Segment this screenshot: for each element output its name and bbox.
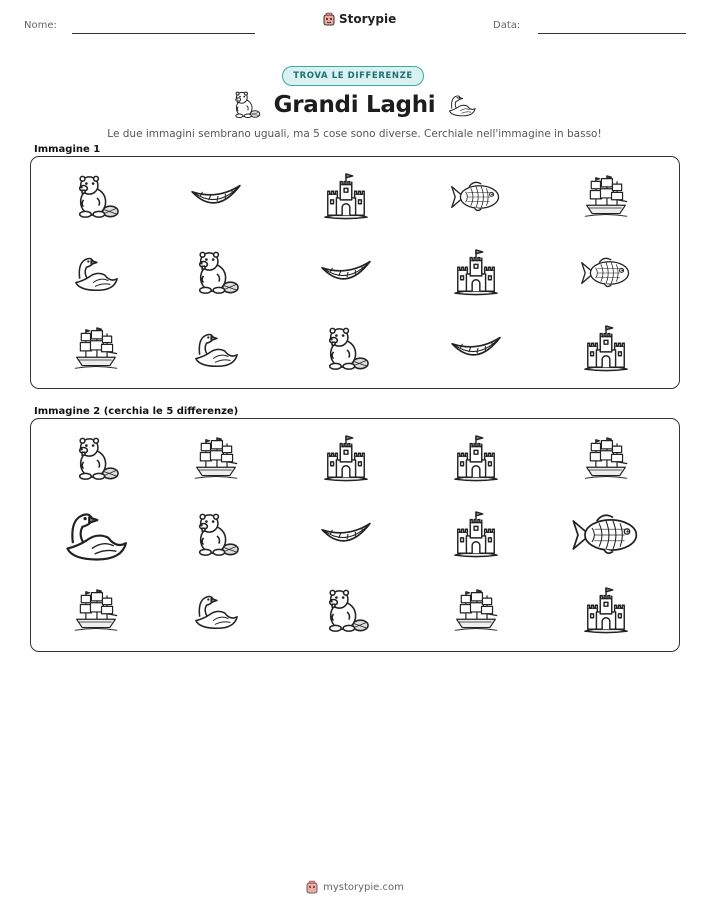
instructions: Le due immagini sembrano uguali, ma 5 cose sono diverse. Cerchiale nell'immagine in basso!: [107, 128, 602, 140]
canoe-icon: [190, 181, 242, 213]
mascot-icon: [305, 880, 319, 894]
ship-icon: [583, 174, 629, 220]
castle-icon: [452, 249, 500, 297]
date-label: Data:: [493, 20, 521, 31]
fish-icon[interactable]: [571, 511, 641, 559]
beaver-icon: [192, 249, 240, 297]
castle-icon[interactable]: [452, 511, 500, 559]
beaver-icon[interactable]: [72, 435, 120, 483]
castle-icon[interactable]: [452, 435, 500, 483]
storypie-logo: [322, 12, 396, 26]
swan-icon: [72, 253, 120, 293]
title-swan-icon: [446, 90, 478, 120]
brand-name: Storypie: [339, 12, 397, 26]
picture-panel-2[interactable]: [30, 418, 680, 652]
ship-icon[interactable]: [453, 588, 499, 634]
footer: [0, 880, 709, 894]
swan-icon[interactable]: [192, 591, 240, 631]
ship-icon[interactable]: [583, 436, 629, 482]
activity-badge: TROVA LE DIFFERENZE: [282, 66, 424, 86]
picture-panel-1: [30, 156, 680, 389]
beaver-icon: [72, 173, 120, 221]
canoe-icon: [320, 257, 372, 289]
fish-icon: [450, 179, 502, 215]
castle-icon: [322, 173, 370, 221]
panel2-label: Immagine 2 (cerchia le 5 differenze): [34, 406, 239, 417]
canoe-icon: [450, 333, 502, 365]
date-field[interactable]: [538, 33, 686, 34]
beaver-icon: [322, 325, 370, 373]
fish-icon: [580, 255, 632, 291]
ship-icon[interactable]: [193, 436, 239, 482]
castle-icon[interactable]: [322, 435, 370, 483]
swan-icon: [192, 329, 240, 369]
page-title: Grandi Laghi: [273, 92, 436, 118]
beaver-icon[interactable]: [192, 511, 240, 559]
castle-icon: [582, 325, 630, 373]
panel1-label: Immagine 1: [34, 144, 101, 155]
ship-icon[interactable]: [73, 588, 119, 634]
ship-icon: [73, 326, 119, 372]
canoe-icon[interactable]: [320, 519, 372, 551]
footer-url: mystorypie.com: [323, 881, 404, 893]
castle-icon[interactable]: [582, 587, 630, 635]
name-field[interactable]: [72, 33, 255, 34]
swan-icon[interactable]: [62, 506, 130, 564]
mascot-icon: [322, 12, 336, 26]
name-label: Nome:: [24, 20, 57, 31]
beaver-icon[interactable]: [322, 587, 370, 635]
